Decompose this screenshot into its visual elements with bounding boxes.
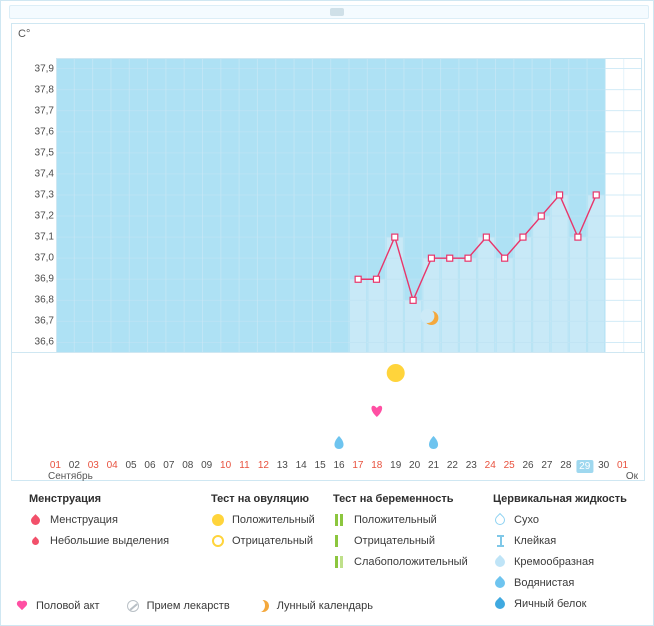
- legend-item-ovulation-positive: [211, 513, 351, 527]
- x-axis-tick-bottom[interactable]: 10: [220, 460, 232, 471]
- sticky-icon: [493, 534, 507, 548]
- x-axis-tick-bottom[interactable]: 06: [144, 460, 156, 471]
- y-axis-tick: 37,1: [34, 231, 54, 243]
- blood-drop-icon: [29, 513, 43, 527]
- legend-item-spotting: [29, 534, 209, 548]
- y-axis-tick: 36,8: [34, 294, 54, 306]
- x-axis-tick-bottom[interactable]: 08: [182, 460, 194, 471]
- x-axis-tick-bottom[interactable]: 20: [409, 460, 421, 471]
- legend-label: Положительный: [232, 514, 315, 526]
- y-axis-tick: 37,5: [34, 147, 54, 159]
- y-axis-labels: [22, 58, 54, 353]
- x-axis-tick-bottom[interactable]: 30: [598, 460, 610, 471]
- x-axis-tick-bottom[interactable]: 04: [106, 460, 118, 471]
- pink-heart-icon: [15, 599, 29, 613]
- y-axis-tick: 37,8: [34, 84, 54, 96]
- x-axis-tick-bottom[interactable]: 22: [446, 460, 458, 471]
- legend-item-watery: [493, 576, 654, 590]
- x-axis-tick-bottom[interactable]: 23: [465, 460, 477, 471]
- legend-label: Положительный: [354, 514, 437, 526]
- y-axis-tick: 37,7: [34, 105, 54, 117]
- y-axis-tick: 36,7: [34, 315, 54, 327]
- filled-yellow-circle-icon: [211, 513, 225, 527]
- x-axis-tick-bottom[interactable]: 09: [201, 460, 213, 471]
- month-label-right: Ок: [625, 471, 638, 482]
- legend-item-menstruation: [29, 513, 209, 527]
- x-axis-bottom-labels[interactable]: [46, 458, 632, 474]
- legend-label: Небольшие выделения: [50, 535, 170, 547]
- y-axis-tick: 37,4: [34, 168, 54, 180]
- x-axis-tick-bottom[interactable]: 07: [163, 460, 175, 471]
- x-axis-tick-bottom[interactable]: 27: [541, 460, 553, 471]
- temperature-chart-panel[interactable]: [11, 23, 645, 353]
- x-axis-tick-bottom[interactable]: 11: [239, 460, 250, 471]
- moon-icon: [256, 599, 270, 613]
- x-axis-tick-bottom[interactable]: 01: [616, 460, 629, 471]
- x-axis-tick-bottom[interactable]: 24: [484, 460, 496, 471]
- x-axis-tick-bottom[interactable]: 02: [68, 460, 80, 471]
- legend-label: Яичный белок: [514, 598, 587, 610]
- pill-icon: [126, 599, 140, 613]
- legend-label: Слабоположительный: [354, 556, 468, 568]
- legend-item-medication: [126, 599, 230, 613]
- legend-item-ovulation-negative: [211, 534, 351, 548]
- two-faint-green-bars-icon: [333, 555, 347, 569]
- symptoms-panel[interactable]: [11, 353, 645, 481]
- temperature-line-chart: [56, 58, 642, 353]
- legend-bottom-row: [15, 599, 399, 613]
- legend-label: Прием лекарств: [146, 600, 230, 612]
- y-axis-tick: 37,6: [34, 126, 54, 138]
- watery-drop-icon: [493, 576, 507, 590]
- legend-item-intercourse: [15, 599, 100, 613]
- dry-drop-icon: [493, 513, 507, 527]
- legend-group-pregnancy-test: [333, 493, 493, 576]
- legend-label: Отрицательный: [232, 535, 313, 547]
- legend-title-ovulation-test: Тест на овуляцию: [211, 493, 310, 505]
- x-axis-tick-bottom[interactable]: 19: [390, 460, 402, 471]
- legend-label: Лунный календарь: [276, 600, 373, 612]
- one-green-bar-icon: [333, 534, 347, 548]
- x-axis-tick-bottom[interactable]: 26: [522, 460, 534, 471]
- chart-plot-area[interactable]: [56, 58, 642, 353]
- legend-title-cervical-fluid: Цервикальная жидкость: [493, 493, 627, 505]
- two-green-bars-icon: [333, 513, 347, 527]
- symptom-markers-area[interactable]: [46, 353, 632, 458]
- legend-title-menstruation: Менструация: [29, 493, 102, 505]
- y-axis-tick: 36,9: [34, 273, 54, 285]
- y-axis-tick: 37,2: [34, 210, 54, 222]
- legend-label: Менструация: [50, 514, 118, 526]
- x-axis-tick-bottom[interactable]: 16: [333, 460, 345, 471]
- symptom-marker-icons: [46, 353, 632, 458]
- temperature-unit-label: C°: [18, 28, 31, 40]
- legend-label: Сухо: [514, 514, 539, 526]
- legend-group-cervical-fluid: [493, 493, 654, 618]
- legend-item-egg-white: [493, 597, 654, 611]
- x-axis-tick-bottom[interactable]: 25: [503, 460, 515, 471]
- x-axis-tick-bottom[interactable]: 05: [125, 460, 137, 471]
- x-axis-tick-bottom[interactable]: 03: [87, 460, 99, 471]
- scrollbar-thumb[interactable]: [330, 8, 344, 16]
- legend-item-sticky: [493, 534, 654, 548]
- x-axis-tick-bottom[interactable]: 14: [295, 460, 307, 471]
- legend-item-moon-calendar: [256, 599, 373, 613]
- y-axis-tick: 37,9: [34, 63, 54, 75]
- legend-label: Отрицательный: [354, 535, 435, 547]
- legend-group-menstruation: [29, 493, 209, 555]
- x-axis-tick-bottom[interactable]: 17: [352, 460, 364, 471]
- legend-item-dry: [493, 513, 654, 527]
- creamy-drop-icon: [493, 555, 507, 569]
- legend-label: Кремообразная: [514, 556, 595, 568]
- x-axis-tick-bottom[interactable]: 15: [314, 460, 326, 471]
- y-axis-tick: 37,3: [34, 189, 54, 201]
- x-axis-tick-bottom[interactable]: 29: [576, 460, 593, 473]
- y-axis-tick: 36,6: [34, 336, 54, 348]
- egg-white-drop-icon: [493, 597, 507, 611]
- x-axis-tick-bottom[interactable]: 28: [560, 460, 572, 471]
- legend-item-pregnancy-weak-positive: [333, 555, 493, 569]
- blood-drop-small-icon: [29, 534, 43, 548]
- x-axis-tick-bottom[interactable]: 12: [257, 460, 269, 471]
- x-axis-tick-bottom[interactable]: 18: [371, 460, 383, 471]
- x-axis-tick-bottom[interactable]: 13: [276, 460, 288, 471]
- legend-item-pregnancy-positive: [333, 513, 493, 527]
- legend-label: Половой акт: [36, 600, 100, 612]
- legend-item-pregnancy-negative: [333, 534, 493, 548]
- legend-title-pregnancy-test: Тест на беременность: [333, 493, 454, 505]
- legend-label: Водянистая: [514, 577, 575, 589]
- outline-yellow-circle-icon: [211, 534, 225, 548]
- y-axis-tick: 37,0: [34, 252, 54, 264]
- month-label-left: Сентябрь: [48, 471, 93, 482]
- x-axis-tick-bottom[interactable]: 01: [49, 460, 61, 471]
- x-axis-tick-bottom[interactable]: 21: [427, 460, 440, 471]
- legend-label: Клейкая: [514, 535, 557, 547]
- legend-group-ovulation-test: [211, 493, 351, 555]
- horizontal-scrollbar[interactable]: [9, 5, 649, 19]
- legend-item-creamy: [493, 555, 654, 569]
